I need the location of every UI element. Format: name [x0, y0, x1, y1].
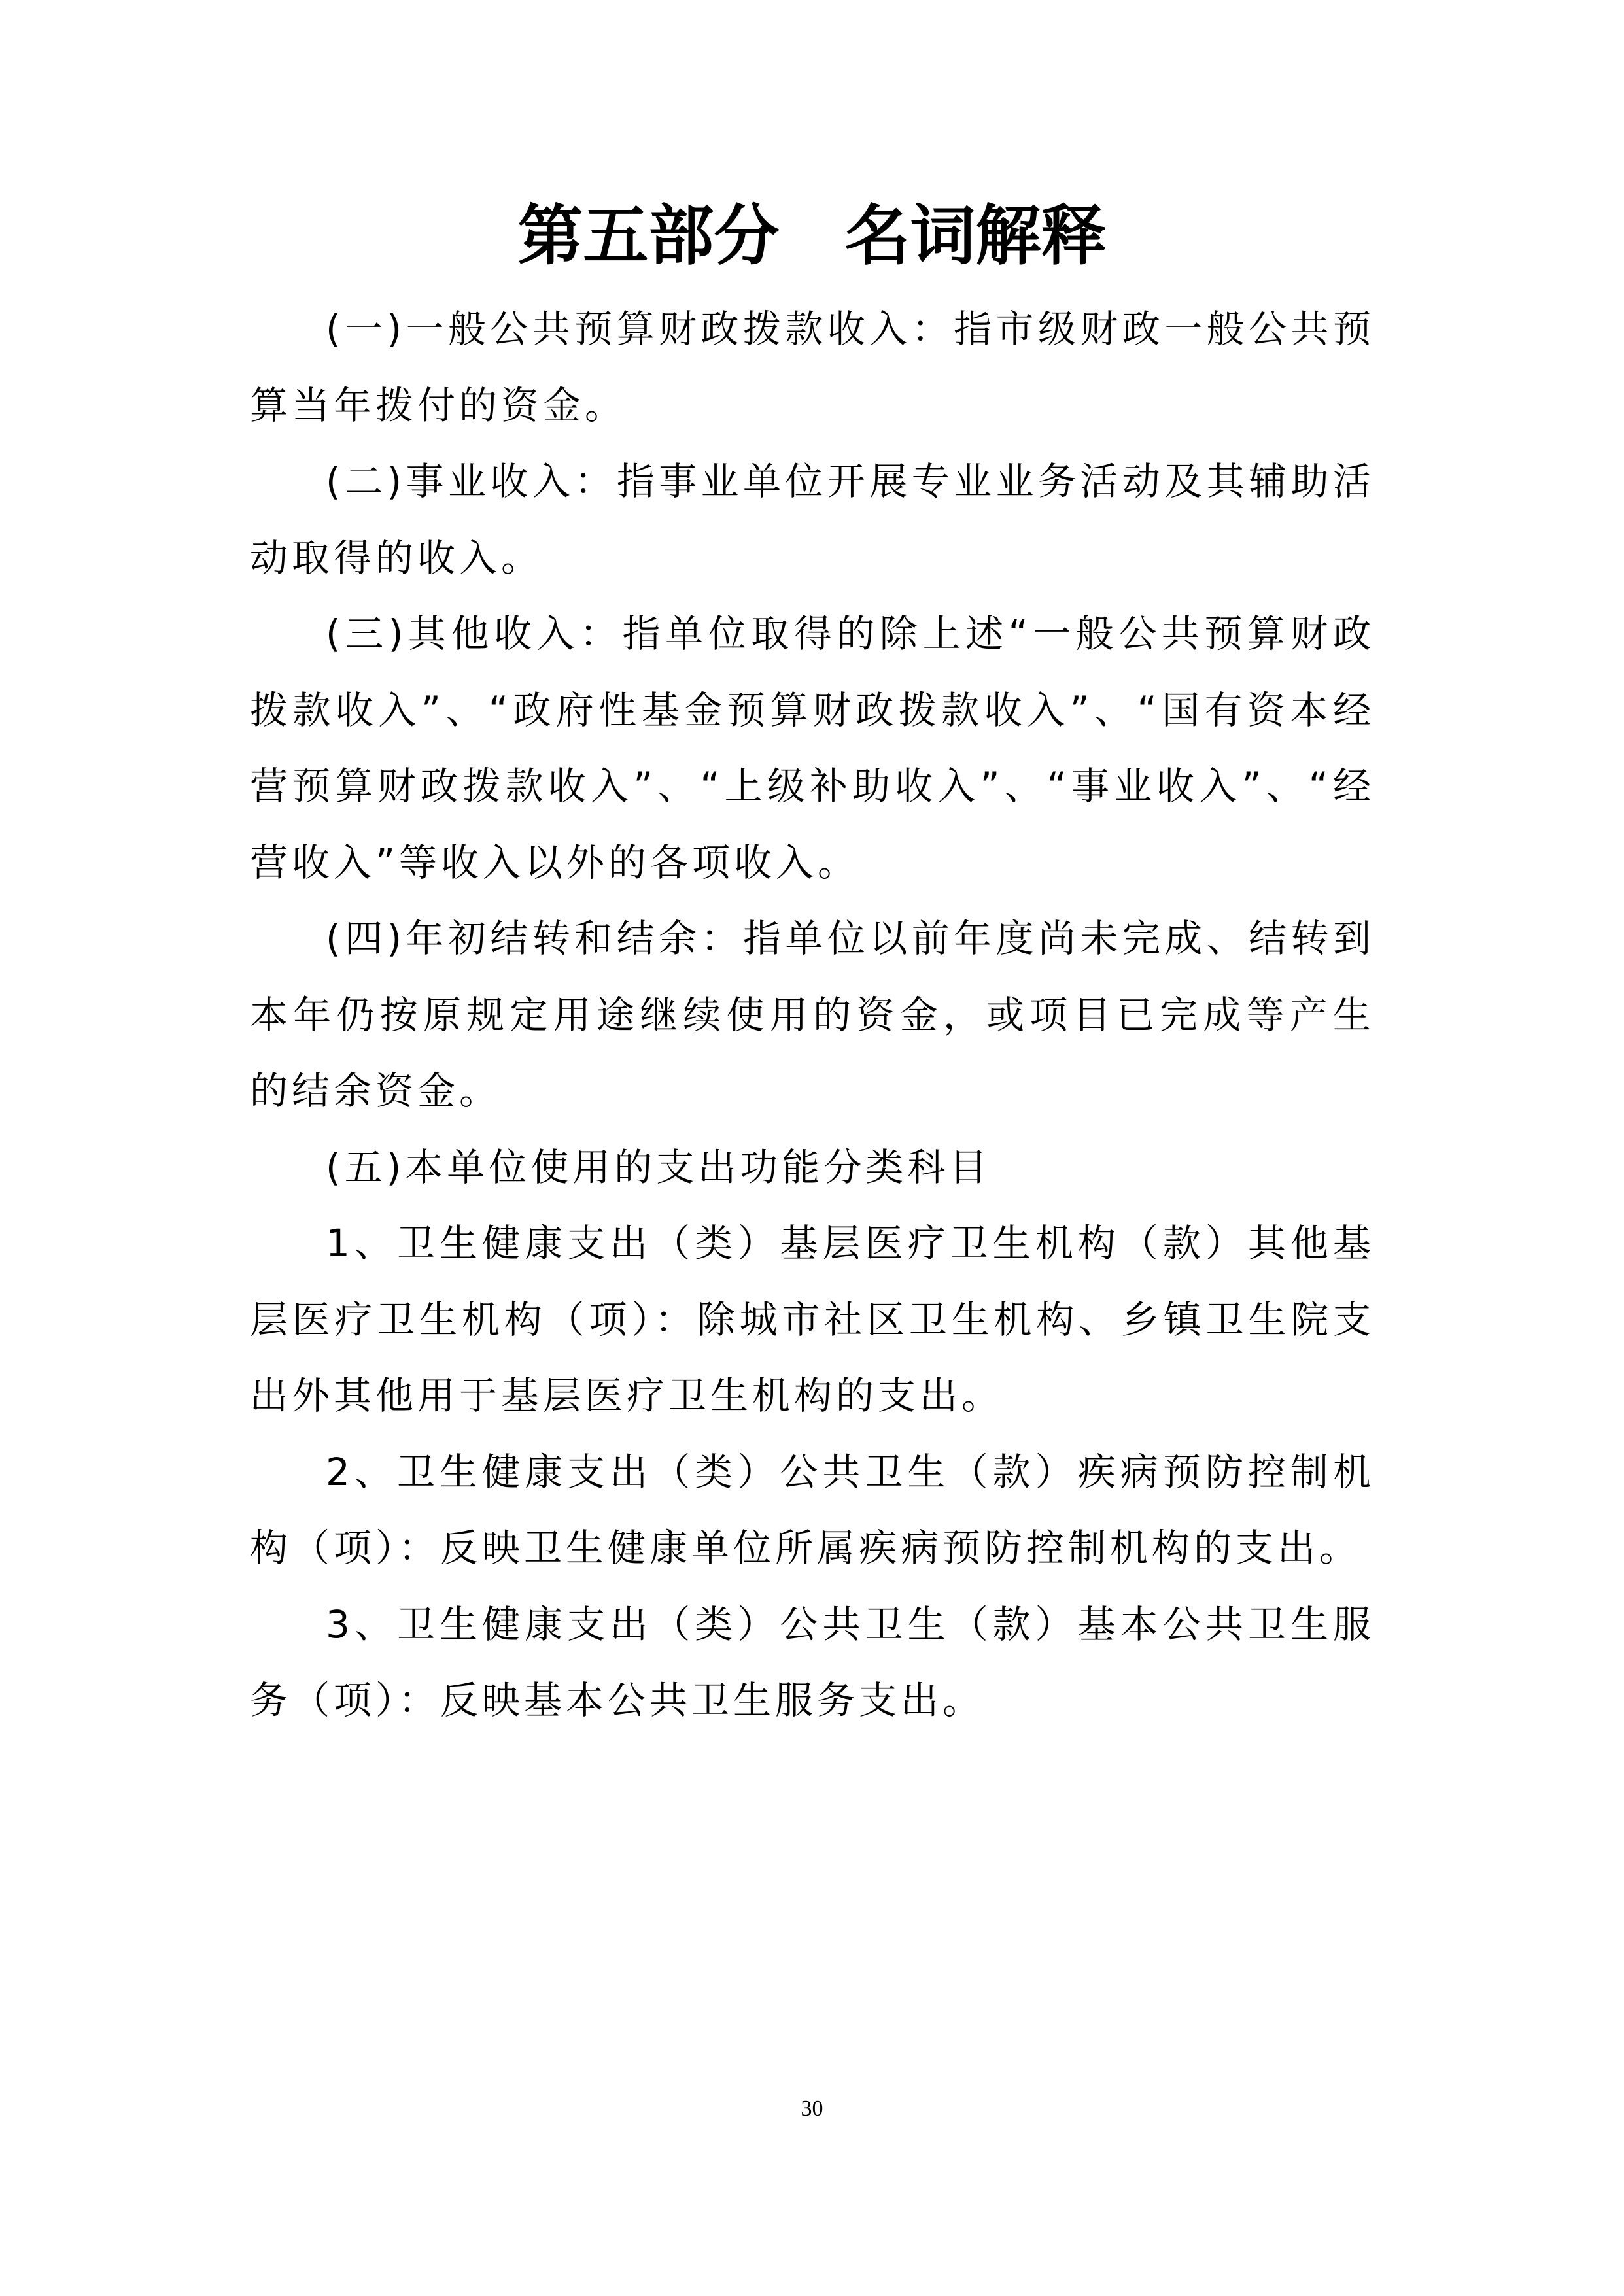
page-title: 第五部分 名词解释 — [517, 197, 1107, 274]
paragraph-other-income: (三)其他收入：指单位取得的除上述“一般公共预算财政拨款收入”、“政府性基金预算财政拨款收入”、“国有资本经营预算财政拨款收入”、“上级补助收入”、“事业收入”、“经营收入”等收入以外的各项收入。 — [250, 611, 1375, 885]
page-number: 30 — [801, 2097, 823, 2121]
paragraph-item-1: 1、卫生健康支出（类）基层医疗卫生机构（款）其他基层医疗卫生机构（项）：除城市社区卫生机构、乡镇卫生院支出外其他用于基层医疗卫生机构的支出。 — [250, 1221, 1375, 1418]
paragraph-carryover-balance: (四)年初结转和结余：指单位以前年度尚未完成、结转到本年仍按原规定用途继续使用的资金，或项目已完成等产生的结余资金。 — [250, 916, 1375, 1113]
body-text — [250, 291, 1375, 1739]
paragraph-expenditure-subjects: (五)本单位使用的支出功能分类科目 — [326, 1144, 992, 1190]
paragraph-business-income: (二)事业收入：指事业单位开展专业业务活动及其辅助活动取得的收入。 — [250, 459, 1375, 580]
paragraph-item-2: 2、卫生健康支出（类）公共卫生（款）疾病预防控制机构（项）：反映卫生健康单位所属疾病预防控制机构的支出。 — [250, 1449, 1375, 1570]
paragraph-general-budget-income: (一)一般公共预算财政拨款收入：指市级财政一般公共预算当年拨付的资金。 — [250, 307, 1375, 428]
paragraph-item-3: 3、卫生健康支出（类）公共卫生（款）基本公共卫生服务（项）：反映基本公共卫生服务支出。 — [250, 1602, 1375, 1722]
